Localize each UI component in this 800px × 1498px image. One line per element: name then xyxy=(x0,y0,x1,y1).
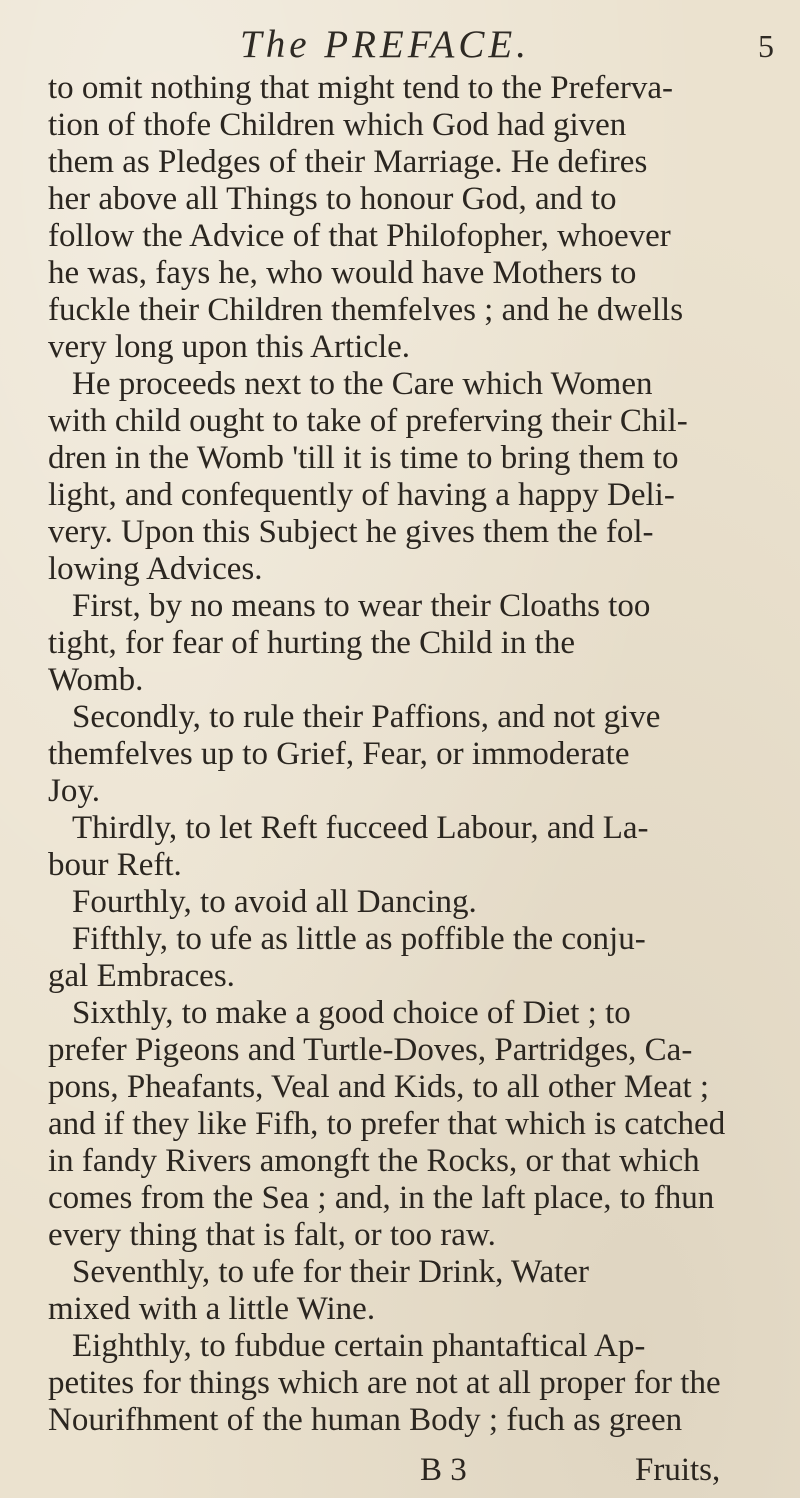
text-line: Eighthly, to fubdue certain phantaftical Ap- xyxy=(72,1328,646,1364)
text-line: mixed with a little Wine. xyxy=(48,1291,376,1327)
text-line: tight, for fear of hurting the Child in the xyxy=(48,625,575,661)
text-line: Thirdly, to let Reft fucceed Labour, and La- xyxy=(72,810,649,846)
text-line: lowing Advices. xyxy=(48,551,263,587)
running-title: The PREFACE. xyxy=(240,23,530,66)
text-line: gal Embraces. xyxy=(48,958,235,994)
text-line: Nourifhment of the human Body ; fuch as green xyxy=(48,1402,683,1438)
text-line: in fandy Rivers amongft the Rocks, or that which xyxy=(48,1143,700,1179)
text-line: her above all Things to honour God, and to xyxy=(48,181,617,217)
text-line: Fifthly, to ufe as little as poffible the conju- xyxy=(72,921,646,957)
text-line: them as Pledges of their Marriage. He defires xyxy=(48,144,648,180)
text-line: every thing that is falt, or too raw. xyxy=(48,1217,496,1253)
text-line: Fourthly, to avoid all Dancing. xyxy=(72,884,477,920)
signature-mark: B 3 xyxy=(420,1452,467,1488)
text-line: prefer Pigeons and Turtle-Doves, Partridges, Ca- xyxy=(48,1032,693,1068)
text-line: themfelves up to Grief, Fear, or immoderate xyxy=(48,736,630,772)
text-line: comes from the Sea ; and, in the laft place, to fhun xyxy=(48,1180,715,1216)
text-line: dren in the Womb 'till it is time to bring them to xyxy=(48,440,679,476)
text-line: He proceeds next to the Care which Women xyxy=(72,366,653,402)
text-line: fuckle their Children themfelves ; and he dwells xyxy=(48,292,684,328)
page-number: 5 xyxy=(758,28,774,64)
page-footer xyxy=(0,1452,800,1492)
catchword: Fruits, xyxy=(635,1452,721,1488)
text-line: First, by no means to wear their Cloaths too xyxy=(72,588,651,624)
text-line: he was, fays he, who would have Mothers to xyxy=(48,255,637,291)
text-line: very. Upon this Subject he gives them the fol- xyxy=(48,514,654,550)
text-line: follow the Advice of that Philofopher, whoever xyxy=(48,218,671,254)
text-line: Womb. xyxy=(48,662,144,698)
text-line: very long upon this Article. xyxy=(48,329,411,365)
text-line: Sixthly, to make a good choice of Diet ; to xyxy=(72,995,631,1031)
text-line: tion of thofe Children which God had given xyxy=(48,107,627,143)
text-line: with child ought to take of preferving their Chil- xyxy=(48,403,688,439)
text-line: and if they like Fifh, to prefer that which is catched xyxy=(48,1106,726,1142)
text-line: petites for things which are not at all proper for the xyxy=(48,1365,721,1401)
text-line: light, and confequently of having a happy Deli- xyxy=(48,477,675,513)
page-header xyxy=(0,22,800,72)
text-line: Seventhly, to ufe for their Drink, Water xyxy=(72,1254,589,1290)
text-line: Secondly, to rule their Paffions, and not give xyxy=(72,699,661,735)
text-line: to omit nothing that might tend to the Preferva- xyxy=(48,70,674,106)
text-line: bour Reft. xyxy=(48,847,182,883)
text-line: pons, Pheafants, Veal and Kids, to all other Meat ; xyxy=(48,1069,710,1105)
text-line: Joy. xyxy=(48,773,100,809)
